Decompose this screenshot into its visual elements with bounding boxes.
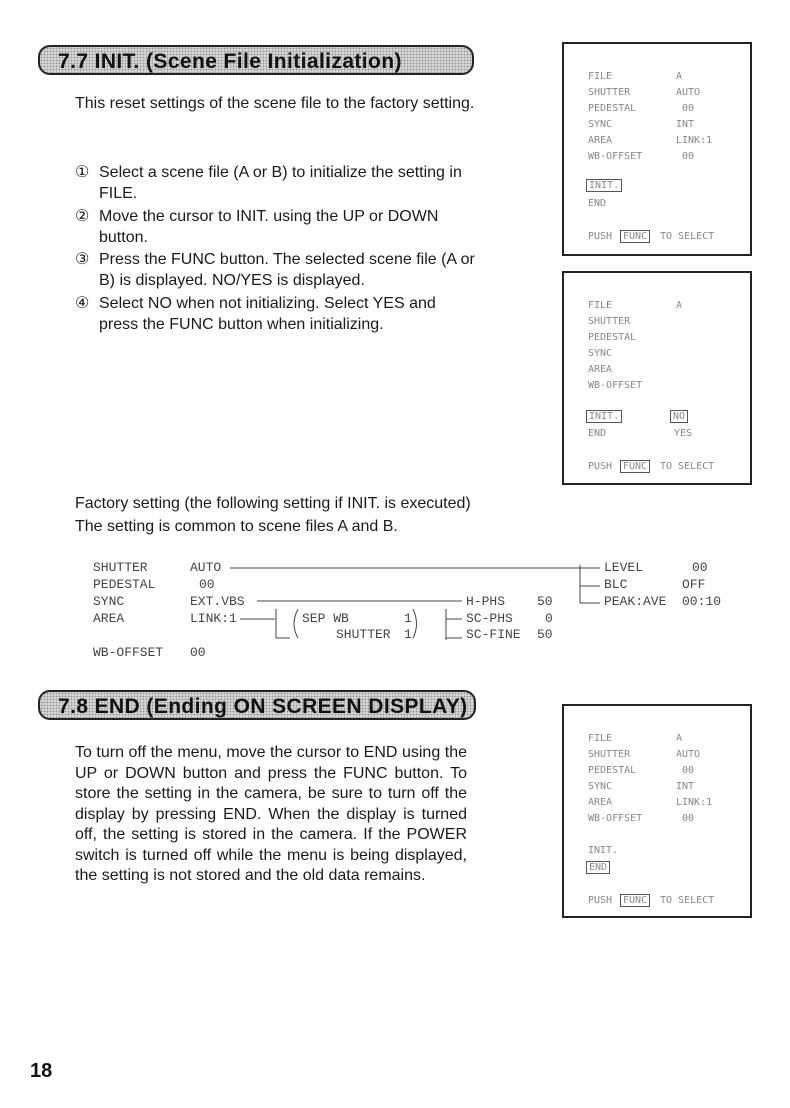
menu-value-wb-offset: 00 [682, 151, 695, 162]
menu-value-sync: INT [676, 781, 695, 792]
factory-value-pedestal: 00 [199, 577, 215, 592]
menu-label-shutter: SHUTTER [588, 316, 631, 327]
menu-value-shutter: AUTO [676, 87, 701, 98]
menu-func-key: FUNC [620, 230, 650, 243]
menu-item-init: INIT. [588, 845, 619, 856]
menu-cursor-end: END [586, 861, 610, 874]
factory-value-h-phs: 50 [537, 594, 553, 609]
menu-label-file: FILE [588, 300, 613, 311]
menu-item-yes: YES [674, 428, 693, 439]
section-7-8-body: To turn off the menu, move the cursor to END using the UP or DOWN button and press the FUNC button. To store the setting in the camera, be sure to turn off the display by pressing END. When the display is turned off, the setting is stored in the camera. If the POWER switch is turned off while the menu is being displayed, the setting is not stored and the old data remains. [75, 744, 467, 884]
menu-value-pedestal: 00 [682, 103, 695, 114]
menu-value-shutter: AUTO [676, 749, 701, 760]
menu-to-select: TO SELECT [660, 231, 715, 242]
factory-value-sep-wb: 1 [404, 611, 412, 626]
menu-value-sync: INT [676, 119, 695, 130]
menu-value-area: LINK:1 [676, 135, 713, 146]
menu-value-pedestal: 00 [682, 765, 695, 776]
menu-cursor-no: NO [670, 410, 688, 423]
menu-item-end: END [588, 198, 607, 209]
factory-label-blc: BLC [604, 577, 628, 592]
menu-screen-end-cursor [562, 704, 752, 918]
menu-label-file: FILE [588, 71, 613, 82]
menu-label-area: AREA [588, 797, 613, 808]
menu-label-pedestal: PEDESTAL [588, 103, 637, 114]
factory-value-sep-shutter: 1 [404, 627, 412, 642]
factory-label-sc-fine: SC-FINE [466, 627, 521, 642]
factory-value-sc-phs: 0 [545, 611, 553, 626]
menu-label-wb-offset: WB-OFFSET [588, 813, 643, 824]
menu-push-label: PUSH [588, 461, 613, 472]
menu-label-file: FILE [588, 733, 613, 744]
step-text: Select a scene file (A or B) to initialize the setting in FILE. [99, 164, 462, 202]
factory-label-sc-phs: SC-PHS [466, 611, 513, 626]
step-number: ① [75, 164, 90, 181]
step-text: Select NO when not initializing. Select YES and press the FUNC button when initializing. [99, 295, 436, 333]
menu-value-area: LINK:1 [676, 797, 713, 808]
menu-label-area: AREA [588, 135, 613, 146]
factory-setting-line-2: The setting is common to scene files A and B. [75, 518, 398, 535]
factory-label-sep-shutter: SHUTTER [336, 627, 391, 642]
menu-to-select: TO SELECT [660, 895, 715, 906]
menu-label-shutter: SHUTTER [588, 87, 631, 98]
page-number: 18 [30, 1060, 53, 1082]
menu-cursor-init: INIT. [586, 410, 622, 423]
menu-value-file: A [676, 71, 683, 82]
menu-label-wb-offset: WB-OFFSET [588, 380, 643, 391]
menu-cursor-init: INIT. [586, 179, 622, 192]
menu-label-area: AREA [588, 364, 613, 375]
factory-value-sc-fine: 50 [537, 627, 553, 642]
section-7-7-title: 7.7 INIT. (Scene File Initialization) [38, 45, 474, 75]
factory-value-area: LINK:1 [190, 611, 237, 626]
factory-label-shutter: SHUTTER [93, 560, 148, 575]
factory-label-h-phs: H-PHS [466, 594, 506, 609]
factory-label-wb-offset: WB-OFFSET [93, 645, 164, 660]
menu-func-key: FUNC [620, 460, 650, 473]
menu-label-shutter: SHUTTER [588, 749, 631, 760]
step-number: ② [75, 208, 90, 225]
step-text: Move the cursor to INIT. using the UP or DOWN button. [99, 208, 439, 246]
section-7-8-title: 7.8 END (Ending ON SCREEN DISPLAY) [38, 690, 476, 720]
step-text: Press the FUNC button. The selected scene file (A or B) is displayed. NO/YES is displayed. [99, 251, 475, 289]
menu-value-file: A [676, 300, 683, 311]
menu-label-wb-offset: WB-OFFSET [588, 151, 643, 162]
factory-value-shutter: AUTO [190, 560, 222, 575]
menu-to-select: TO SELECT [660, 461, 715, 472]
factory-value-wb-offset: 00 [190, 645, 206, 660]
factory-label-sep-wb: SEP WB [302, 611, 349, 626]
step-number: ③ [75, 251, 90, 268]
factory-label-level: LEVEL [604, 560, 644, 575]
menu-label-pedestal: PEDESTAL [588, 765, 637, 776]
menu-item-end: END [588, 428, 607, 439]
factory-value-blc: OFF [682, 577, 706, 592]
factory-value-sync: EXT.VBS [190, 594, 245, 609]
menu-value-wb-offset: 00 [682, 813, 695, 824]
menu-value-file: A [676, 733, 683, 744]
factory-label-area: AREA [93, 611, 125, 626]
menu-push-label: PUSH [588, 231, 613, 242]
factory-setting-line-1: Factory setting (the following setting if INIT. is executed) [75, 495, 471, 512]
factory-value-peak: 00:10 [682, 594, 722, 609]
menu-label-pedestal: PEDESTAL [588, 332, 637, 343]
section-7-7-intro: This reset settings of the scene file to the factory setting. [75, 95, 475, 112]
menu-label-sync: SYNC [588, 348, 613, 359]
step-number: ④ [75, 295, 90, 312]
factory-label-sync: SYNC [93, 594, 125, 609]
factory-value-level: 00 [692, 560, 708, 575]
menu-label-sync: SYNC [588, 781, 613, 792]
menu-func-key: FUNC [620, 894, 650, 907]
factory-label-pedestal: PEDESTAL [93, 577, 156, 592]
menu-label-sync: SYNC [588, 119, 613, 130]
factory-label-peak: PEAK:AVE [604, 594, 667, 609]
menu-push-label: PUSH [588, 895, 613, 906]
